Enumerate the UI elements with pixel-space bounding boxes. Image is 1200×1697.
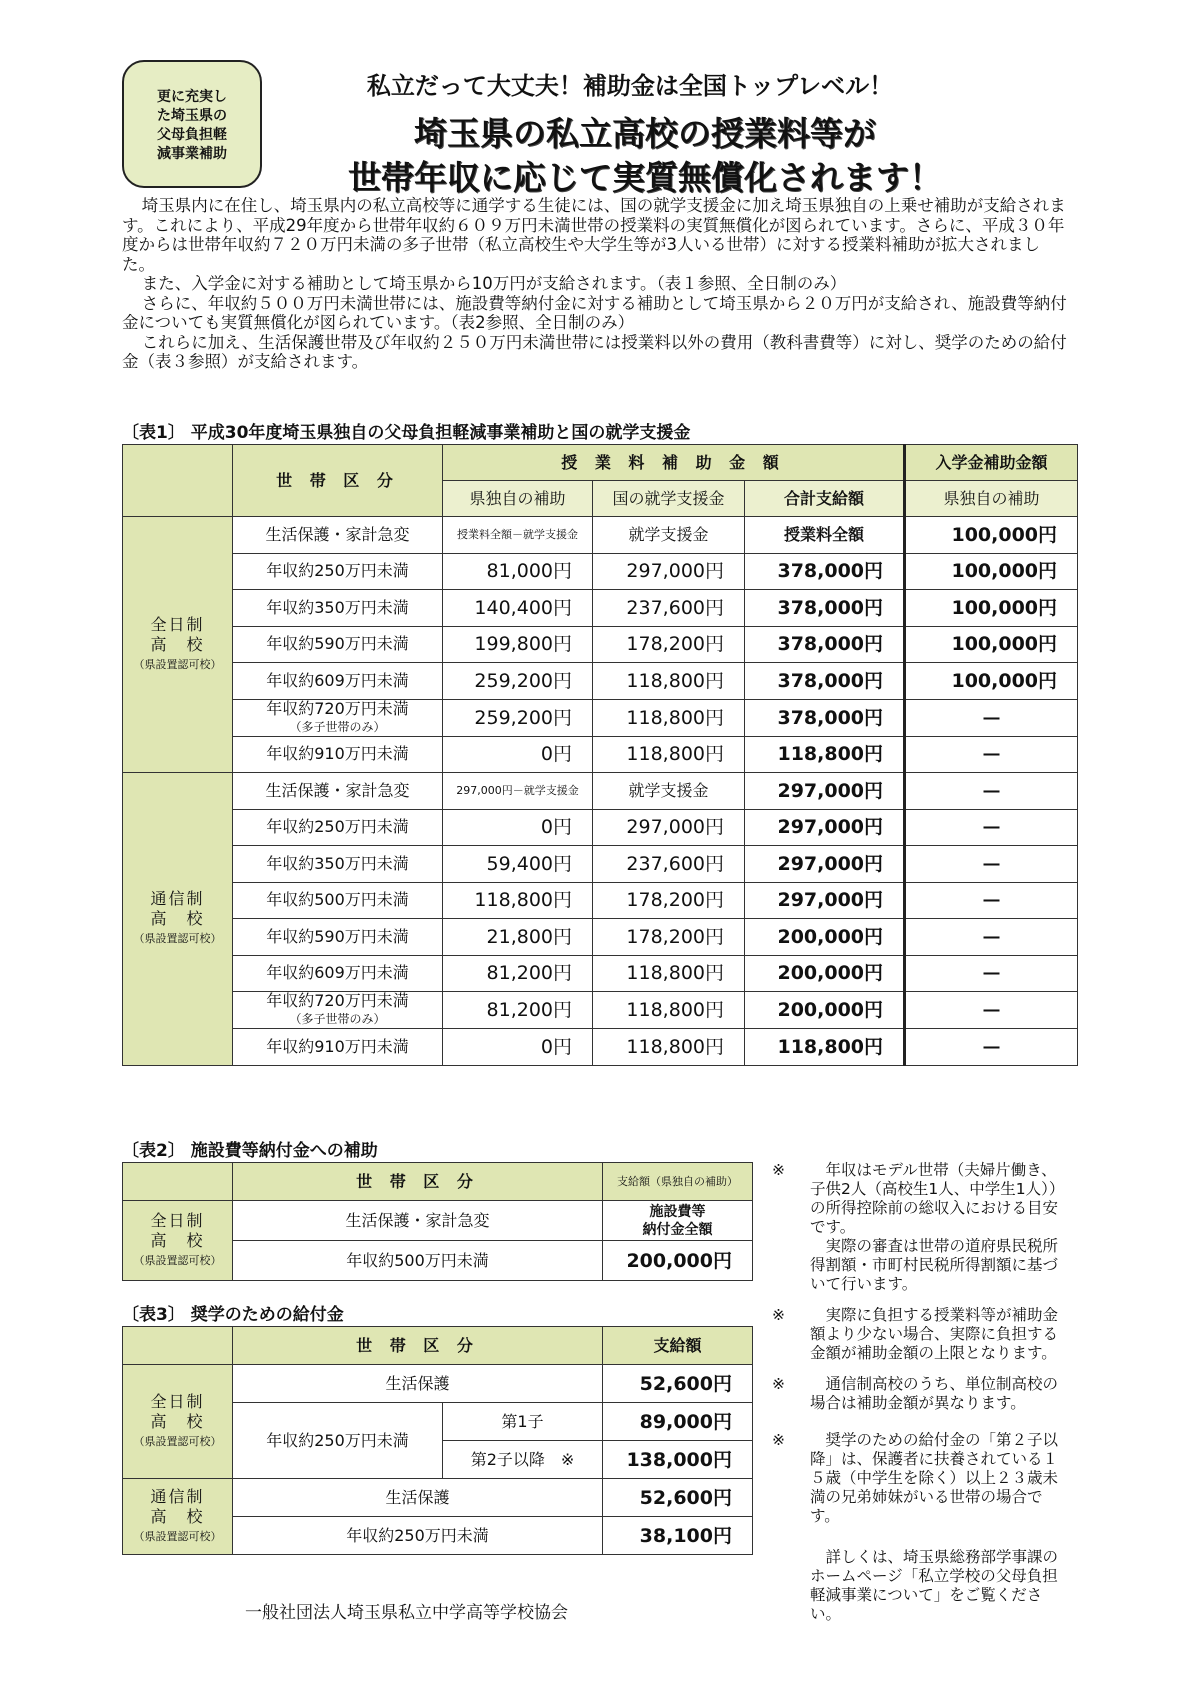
table1-header-admission: 入学金補助金額 [905,445,1078,481]
table2-caption: 〔表2〕 施設費等納付金への補助 [122,1141,378,1161]
admission-subsidy: 100,000円 [905,553,1078,590]
table3-co-low-amount: 38,100円 [603,1517,753,1555]
pref-subsidy: 授業料全額－就学支援金 [443,517,593,554]
table3-ft-child1: 第1子 [443,1403,603,1441]
national-subsidy: 118,800円 [593,699,745,736]
table1-header-adm-pref: 県独自の補助 [905,481,1078,517]
note-text: 年収はモデル世帯（夫婦片働き、子供2人（高校生1人、中学生1人））の所得控除前の総収入における目安です。 [810,1161,1065,1236]
total-amount: 297,000円 [745,846,905,883]
note-item [772,1161,1072,1294]
footer-organization: 一般社団法人埼玉県私立中学高等学校協会 [245,1603,568,1623]
national-subsidy: 178,200円 [593,919,745,956]
table1-header-blank [123,445,233,517]
income-category: 年収約609万円未満 [233,663,443,700]
pref-subsidy: 81,200円 [443,955,593,992]
admission-subsidy: ― [905,809,1078,846]
admission-subsidy: 100,000円 [905,663,1078,700]
table3-ft-child2: 第2子以降 ※ [443,1441,603,1479]
table2-r2-category: 年収約500万円未満 [233,1241,603,1281]
school-label: 高 校 [150,1506,205,1526]
table2-header-category: 世 帯 区 分 [233,1163,603,1201]
pref-subsidy: 21,800円 [443,919,593,956]
income-category: 年収約250万円未満 [233,553,443,590]
school-label: 全日制 [150,614,205,634]
admission-subsidy: ― [905,992,1078,1029]
pref-subsidy: 0円 [443,809,593,846]
total-amount: 297,000円 [745,882,905,919]
badge-line: 減事業補助 [157,146,227,162]
school-label: 全日制 [150,1391,205,1411]
admission-subsidy: 100,000円 [905,517,1078,554]
school-type-fulltime [123,517,233,773]
income-category: 年収約720万円未満 （多子世帯のみ） [233,699,443,736]
note-text: 通信制高校のうち、単位制高校の場合は補助金額が異なります。 [810,1375,1059,1412]
total-amount: 297,000円 [745,773,905,810]
table3-ft-welfare: 生活保護 [233,1365,603,1403]
table-row [123,919,1078,956]
table-row [123,1029,1078,1066]
pref-subsidy: 81,000円 [443,553,593,590]
table3-school-correspondence [123,1479,233,1555]
pref-subsidy: 259,200円 [443,663,593,700]
total-amount: 200,000円 [745,955,905,992]
note-mark: ※ [772,1161,785,1179]
table1-header-category: 世 帯 区 分 [233,445,443,517]
admission-subsidy: ― [905,699,1078,736]
national-subsidy: 就学支援金 [593,773,745,810]
note-continuation: 実際の審査は世帯の道府県民税所得割額・市町村民税所得割額に基づいて行います。 [810,1237,1059,1293]
national-subsidy: 237,600円 [593,846,745,883]
table3-co-welfare: 生活保護 [233,1479,603,1517]
total-amount: 378,000円 [745,553,905,590]
national-subsidy: 就学支援金 [593,517,745,554]
amount-text: 施設費等 [649,1203,706,1220]
table3-ft-child1-amount: 89,000円 [603,1403,753,1441]
admission-subsidy: 100,000円 [905,626,1078,663]
table-row [123,846,1078,883]
admission-subsidy: 100,000円 [905,590,1078,627]
intro-paragraph: また、入学金に対する補助として埼玉県から10万円が支給されます。（表１参照、全日制のみ） [141,274,847,293]
table3-co-welfare-amount: 52,600円 [603,1479,753,1517]
pref-subsidy: 297,000円－就学支援金 [443,773,593,810]
admission-subsidy: ― [905,773,1078,810]
income-category: 年収約910万円未満 [233,1029,443,1066]
income-category: 年収約590万円未満 [233,919,443,956]
national-subsidy: 297,000円 [593,553,745,590]
table1 [122,444,1078,1066]
pref-subsidy: 118,800円 [443,882,593,919]
pref-subsidy: 199,800円 [443,626,593,663]
table-row [123,663,1078,700]
table3-ft-low: 年収約250万円未満 [233,1403,443,1479]
admission-subsidy: ― [905,736,1078,773]
income-category: 生活保護・家計急変 [233,773,443,810]
intro-paragraph: 埼玉県内に在住し、埼玉県内の私立高校等に通学する生徒には、国の就学支援金に加え埼玉県独自の上乗せ補助が支給されます。これにより、平成29年度から世帯年収約６０９万円未満世帯の授業料の実質無償化が図られています。さらに、平成３０年度からは世帯年収約７２０万円未満の多子世帯（私立高校生や大学生等が3人いる世帯）に対する授業料補助が拡大されました。 [122,196,1066,274]
national-subsidy: 118,800円 [593,992,745,1029]
table2-r2-amount: 200,000円 [603,1241,753,1281]
school-label: 通信制 [150,1486,205,1506]
national-subsidy: 118,800円 [593,736,745,773]
table2-r1-amount [603,1201,753,1241]
title-line-1: 埼玉県の私立高校の授業料等が [414,114,876,153]
table2-header-amount: 支給額（県独自の補助） [603,1163,753,1201]
note-continuation: 詳しくは、埼玉県総務部学事課のホームページ「私立学校の父母負担軽減事業について」をご覧ください。 [810,1548,1059,1623]
badge-line: た埼玉県の [157,108,227,124]
note-item [772,1306,1072,1363]
pref-subsidy: 140,400円 [443,590,593,627]
school-label: 高 校 [150,1230,205,1250]
income-category: 年収約910万円未満 [233,736,443,773]
national-subsidy: 178,200円 [593,626,745,663]
total-amount: 297,000円 [745,809,905,846]
table-row [123,773,1078,810]
income-category: 生活保護・家計急変 [233,517,443,554]
national-subsidy: 297,000円 [593,809,745,846]
table3-co-low: 年収約250万円未満 [233,1517,603,1555]
school-sub-label: （県設置認可校） [133,931,222,945]
total-amount: 378,000円 [745,699,905,736]
national-subsidy: 178,200円 [593,882,745,919]
table2-header-blank [123,1163,233,1201]
table2 [122,1162,753,1281]
intro-text [122,196,1070,372]
table-row [123,699,1078,736]
pref-subsidy: 259,200円 [443,699,593,736]
total-amount: 200,000円 [745,919,905,956]
total-amount: 378,000円 [745,663,905,700]
school-type-correspondence [123,773,233,1066]
note-item [772,1548,1072,1624]
intro-paragraph: これらに加え、生活保護世帯及び年収約２５０万円未満世帯には授業料以外の費用（教科書費等）に対し、奨学のための給付金（表３参照）が支給されます。 [122,332,1067,371]
pref-subsidy: 81,200円 [443,992,593,1029]
title-line-2: 世帯年収に応じて実質無償化されます！ [348,158,942,197]
table1-header-total: 合計支給額 [745,481,905,517]
national-subsidy: 237,600円 [593,590,745,627]
school-label: 高 校 [150,1411,205,1431]
income-category: 年収約500万円未満 [233,882,443,919]
badge-line: 更に充実し [157,89,227,105]
table2-school-fulltime [123,1201,233,1281]
admission-subsidy: ― [905,1029,1078,1066]
income-sub-label: （多子世帯のみ） [289,1012,386,1026]
table1-header-tuition: 授 業 料 補 助 金 額 [443,445,905,481]
income-category: 年収約250万円未満 [233,809,443,846]
admission-subsidy: ― [905,919,1078,956]
admission-subsidy: ― [905,955,1078,992]
income-sub-label: （多子世帯のみ） [289,719,386,734]
total-amount: 378,000円 [745,626,905,663]
headline: 私立だって大丈夫！補助金は全国トップレベル！ [366,72,894,100]
table-row [123,590,1078,627]
pref-subsidy: 59,400円 [443,846,593,883]
table3-caption: 〔表3〕 奨学のための給付金 [122,1305,344,1325]
school-label: 全日制 [150,1210,205,1230]
pref-subsidy: 0円 [443,736,593,773]
income-category: 年収約720万円未満 （多子世帯のみ） [233,992,443,1029]
note-item [772,1375,1072,1413]
note-mark: ※ [772,1306,785,1324]
note-mark: ※ [772,1375,785,1393]
school-sub-label: （県設置認可校） [133,1434,222,1448]
admission-subsidy: ― [905,846,1078,883]
national-subsidy: 118,800円 [593,1029,745,1066]
pref-subsidy: 0円 [443,1029,593,1066]
admission-subsidy: ― [905,882,1078,919]
table-row [123,955,1078,992]
school-sub-label: （県設置認可校） [133,1253,222,1267]
amount-text: 納付金全額 [642,1221,713,1238]
table3-header-blank [123,1327,233,1365]
school-label: 通信制 [150,888,205,908]
table-row [123,626,1078,663]
income-category: 年収約590万円未満 [233,626,443,663]
table3-ft-child2-amount: 138,000円 [603,1441,753,1479]
total-amount: 378,000円 [745,590,905,627]
table-row [123,882,1078,919]
school-sub-label: （県設置認可校） [133,1529,222,1543]
table-row [123,992,1078,1029]
table-row [123,736,1078,773]
school-label: 高 校 [150,908,205,928]
national-subsidy: 118,800円 [593,955,745,992]
table3-header-category: 世 帯 区 分 [233,1327,603,1365]
national-subsidy: 118,800円 [593,663,745,700]
note-item [772,1431,1072,1526]
table3-header-amount: 支給額 [603,1327,753,1365]
badge-line: 父母負担軽 [157,127,227,143]
table2-r1-category: 生活保護・家計急変 [233,1201,603,1241]
total-amount: 118,800円 [745,736,905,773]
total-amount: 授業料全額 [745,517,905,554]
note-text: 奨学のための給付金の「第２子以降」は、保護者に扶養されている１５歳（中学生を除く）以上２３歳未満の兄弟姉妹がいる世帯の場合です。 [810,1431,1059,1525]
table1-caption: 〔表1〕 平成30年度埼玉県独自の父母負担軽減事業補助と国の就学支援金 [122,423,691,443]
note-text: 実際に負担する授業料等が補助金額より少ない場合、実際に負担する金額が補助金額の上限となります。 [810,1306,1059,1362]
table3 [122,1326,753,1555]
table1-header-national: 国の就学支援金 [593,481,745,517]
badge [122,60,262,188]
page-title [270,112,1020,200]
school-label: 高 校 [150,634,205,654]
table3-ft-welfare-amount: 52,600円 [603,1365,753,1403]
table3-school-fulltime [123,1365,233,1479]
school-sub-label: （県設置認可校） [133,657,222,671]
intro-paragraph: さらに、年収約５００万円未満世帯には、施設費等納付金に対する補助として埼玉県から２０万円が支給され、施設費等納付金についても実質無償化が図られています。（表2参照、全日制のみ） [122,293,1067,332]
table1-header-pref: 県独自の補助 [443,481,593,517]
total-amount: 118,800円 [745,1029,905,1066]
income-category: 年収約350万円未満 [233,846,443,883]
note-mark: ※ [772,1431,785,1449]
table-row [123,553,1078,590]
table-row [123,809,1078,846]
income-category: 年収約350万円未満 [233,590,443,627]
table-row [123,517,1078,554]
notes [772,1161,1072,1636]
total-amount: 200,000円 [745,992,905,1029]
income-category: 年収約609万円未満 [233,955,443,992]
